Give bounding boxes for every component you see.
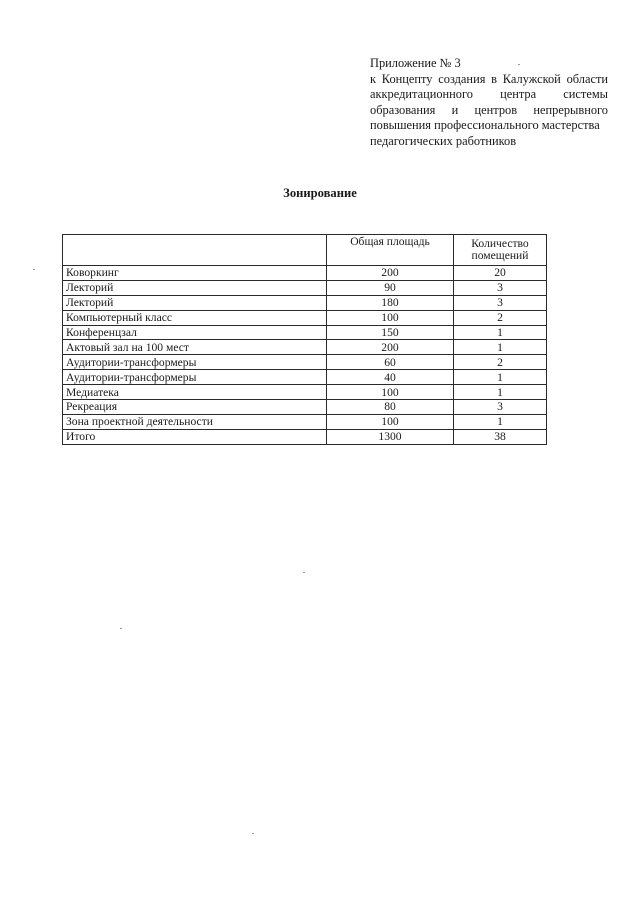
table-row <box>63 295 547 310</box>
scan-speck <box>303 572 305 573</box>
scan-speck <box>252 833 254 834</box>
row-count: 3 <box>454 280 547 295</box>
row-area: 100 <box>327 414 454 429</box>
row-name: Аудитории-трансформеры <box>63 355 327 370</box>
header-count-cell: Количество помещений <box>454 235 547 266</box>
row-count: 1 <box>454 414 547 429</box>
row-name: Лекторий <box>63 295 327 310</box>
table-row <box>63 355 547 370</box>
page-heading: Зонирование <box>283 186 357 200</box>
row-count: 2 <box>454 310 547 325</box>
table-row <box>63 310 547 325</box>
row-area: 200 <box>327 266 454 281</box>
table-row <box>63 325 547 340</box>
table-row <box>63 266 547 281</box>
table-row <box>63 385 547 400</box>
total-area: 1300 <box>327 429 454 444</box>
row-count: 1 <box>454 325 547 340</box>
row-name: Конференцзал <box>63 325 327 340</box>
row-name: Зона проектной деятельности <box>63 414 327 429</box>
row-area: 180 <box>327 295 454 310</box>
table-row <box>63 400 547 415</box>
row-name: Рекреация <box>63 400 327 415</box>
row-count: 1 <box>454 340 547 355</box>
scan-speck <box>120 628 122 629</box>
header-name-cell <box>63 235 327 266</box>
appendix-body: к Концепту создания в Калужской области аккредитационного центра системы образования и центров непрерывного повышения профессионального мастерства <box>370 71 608 133</box>
table-row <box>63 370 547 385</box>
header-area-cell: Общая площадь <box>327 235 454 266</box>
total-count: 38 <box>454 429 547 444</box>
row-name: Актовый зал на 100 мест <box>63 340 327 355</box>
table-row <box>63 414 547 429</box>
table-total-row <box>63 429 547 444</box>
appendix-block <box>370 56 608 150</box>
table-header-row <box>63 235 547 266</box>
row-name: Компьютерный класс <box>63 310 327 325</box>
scan-speck <box>33 269 35 270</box>
row-area: 60 <box>327 355 454 370</box>
table-row <box>63 280 547 295</box>
row-count: 3 <box>454 400 547 415</box>
scan-speck <box>518 64 520 65</box>
row-count: 2 <box>454 355 547 370</box>
row-count: 3 <box>454 295 547 310</box>
appendix-last-line: педагогических работников <box>370 133 517 148</box>
row-name: Медиатека <box>63 385 327 400</box>
row-area: 90 <box>327 280 454 295</box>
row-count: 1 <box>454 385 547 400</box>
row-count: 20 <box>454 266 547 281</box>
row-area: 100 <box>327 310 454 325</box>
appendix-title: Приложение № 3 <box>370 56 461 70</box>
row-count: 1 <box>454 370 547 385</box>
zoning-table <box>62 234 547 445</box>
row-area: 150 <box>327 325 454 340</box>
table-row <box>63 340 547 355</box>
total-label: Итого <box>63 429 327 444</box>
row-area: 200 <box>327 340 454 355</box>
row-area: 80 <box>327 400 454 415</box>
row-area: 100 <box>327 385 454 400</box>
row-name: Лекторий <box>63 280 327 295</box>
row-name: Аудитории-трансформеры <box>63 370 327 385</box>
row-name: Коворкинг <box>63 266 327 281</box>
row-area: 40 <box>327 370 454 385</box>
